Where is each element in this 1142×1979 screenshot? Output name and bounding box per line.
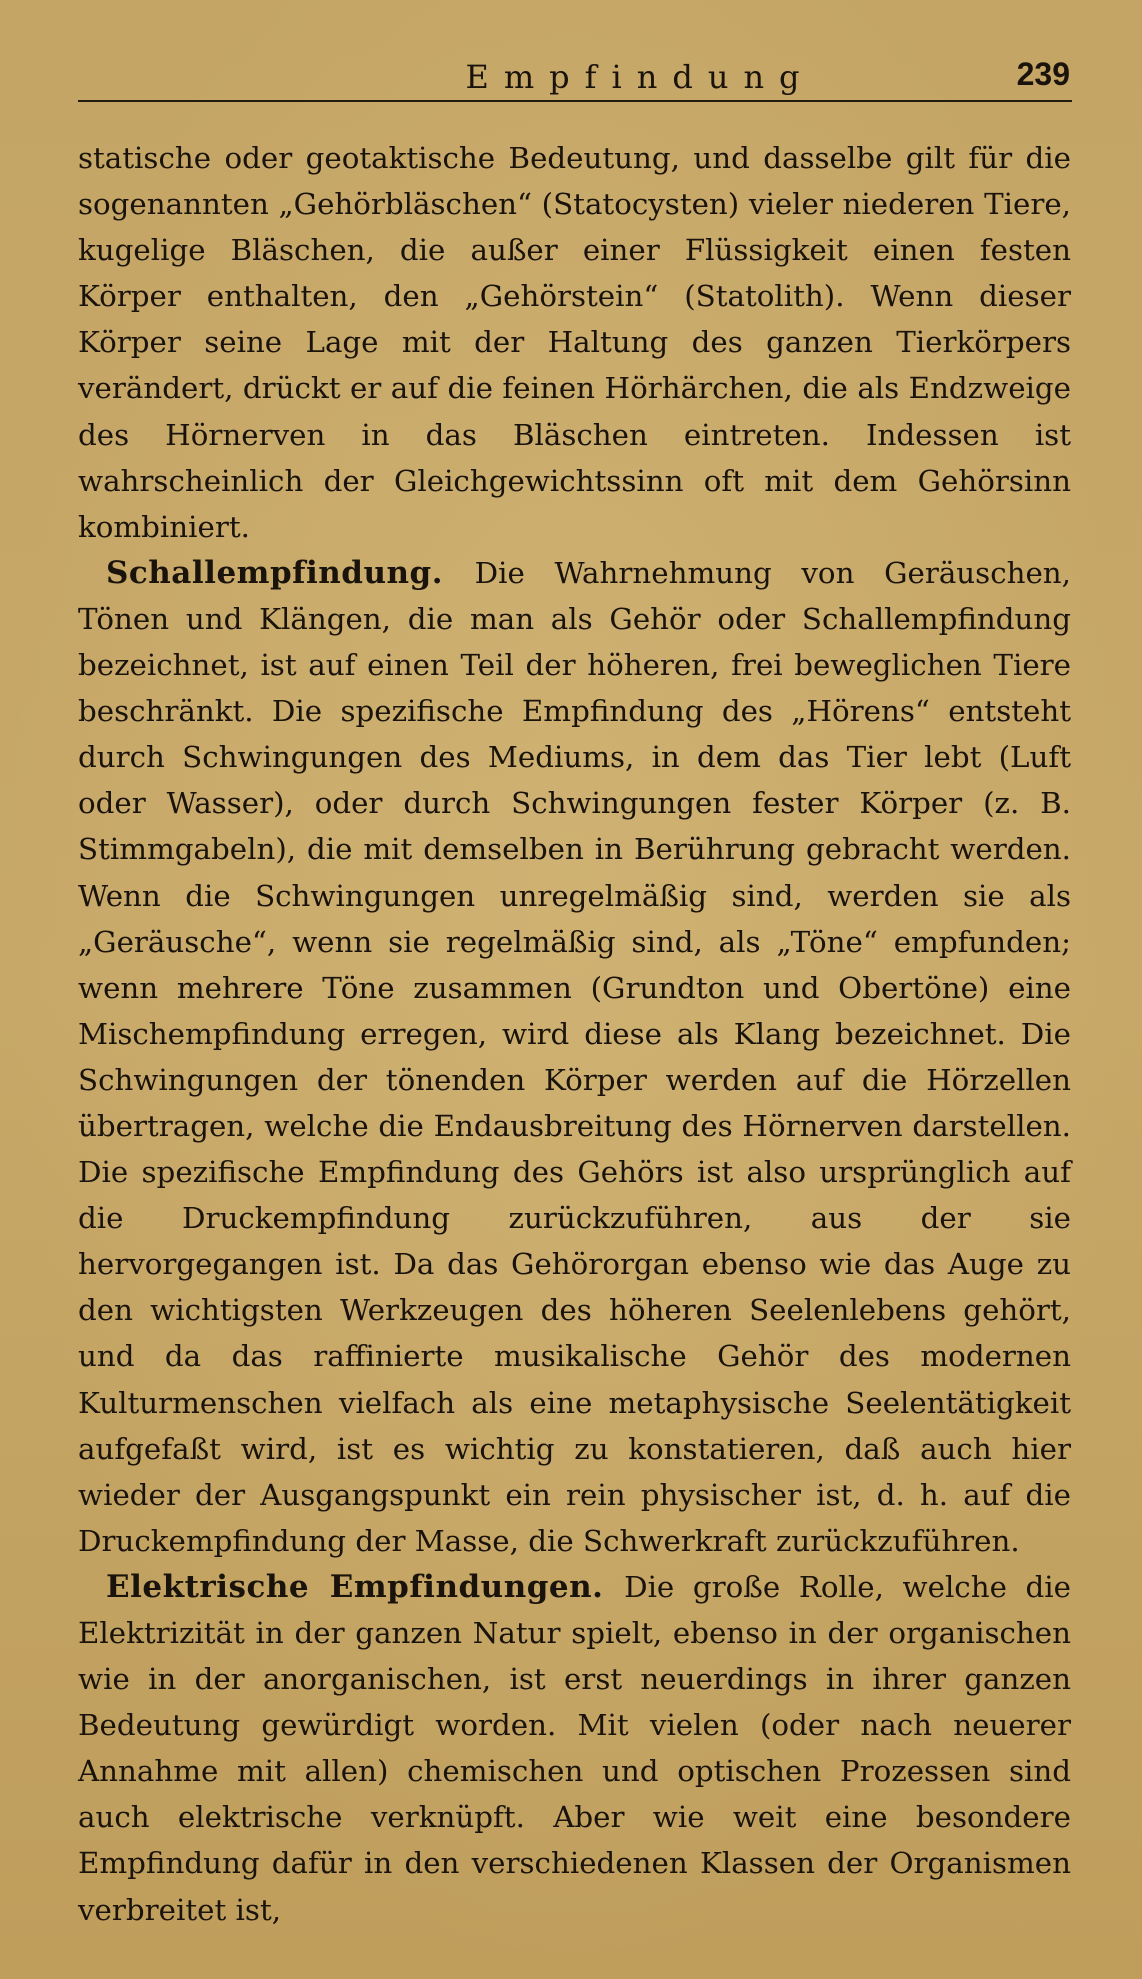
paragraph-text: statische oder geotaktische Bedeutung, und dasselbe gilt für die sogenannten „Gehörbläschen“ (Statocysten) vieler niederen Tiere, kugelige Bläschen, die außer einer Flüssigkeit einen festen Körper enthalten, den „Gehörstein“ (Statolith). Wenn dieser Körper seine Lage mit der Haltung des ganzen Tierkörpers verändert, drückt er auf die feinen Hörhärchen, die als Endzweige des Hörnerven in das Bläschen eintreten. Indessen ist wahrscheinlich der Gleichgewichtssinn oft mit dem Gehörsinn kombiniert.	[78, 141, 1071, 544]
running-title: Empfindung	[465, 58, 815, 96]
paragraph-elektrische-empfindungen	[78, 1564, 1071, 1933]
page-number: 239	[1016, 56, 1070, 92]
paragraph-continuation	[78, 135, 1071, 550]
section-heading: Elektrische Empfindungen.	[106, 1568, 625, 1605]
body-text	[78, 135, 1071, 1933]
paragraph-schallempfindung	[78, 550, 1071, 1564]
section-heading: Schallempfindung.	[106, 554, 475, 591]
running-head	[78, 52, 1072, 102]
paragraph-text: Die große Rolle, welche die Elektrizität in der ganzen Natur spielt, ebenso in der organischen wie in der anorganischen, ist erst neuerdings in ihrer ganzen Bedeutung gewürdigt worden. Mit vielen (oder nach neuerer Annahme mit allen) chemischen und optischen Prozessen sind auch elektrische verknüpft. Aber wie weit eine besondere Empfindung dafür in den verschiedenen Klassen der Organismen verbreitet ist,	[78, 1569, 1072, 1927]
paragraph-text: Die Wahrnehmung von Geräuschen, Tönen und Klängen, die man als Gehör oder Schallempfindung bezeichnet, ist auf einen Teil der höheren, frei beweglichen Tiere beschränkt. Die spezifische Empfindung des „Hörens“ entsteht durch Schwingungen des Mediums, in dem das Tier lebt (Luft oder Wasser), oder durch Schwingungen fester Körper (z. B. Stimmgabeln), die mit demselben in Berührung gebracht werden. Wenn die Schwingungen unregelmäßig sind, werden sie als „Geräusche“, wenn sie regelmäßig sind, als „Töne“ empfunden; wenn mehrere Töne zusammen (Grundton und Obertöne) eine Mischempfindung erregen, wird diese als Klang bezeichnet. Die Schwingungen der tönenden Körper werden auf die Hörzellen übertragen, welche die Endausbreitung des Hörnerven darstellen. Die spezifische Empfindung des Gehörs ist also ursprünglich auf die Druckempfindung zurückzuführen, aus der sie hervorgegangen ist. Da das Gehörorgan ebenso wie das Auge zu den wichtigsten Werkzeugen des höheren Seelenlebens gehört, und da das raffinierte musikalische Gehör des modernen Kulturmenschen vielfach als eine metaphysische Seelentätigkeit aufgefaßt wird, ist es wichtig zu konstatieren, daß auch hier wieder der Ausgangspunkt ein rein physischer ist, d. h. auf die Druckempfindung der Masse, die Schwerkraft zurückzuführen.	[78, 555, 1071, 1558]
